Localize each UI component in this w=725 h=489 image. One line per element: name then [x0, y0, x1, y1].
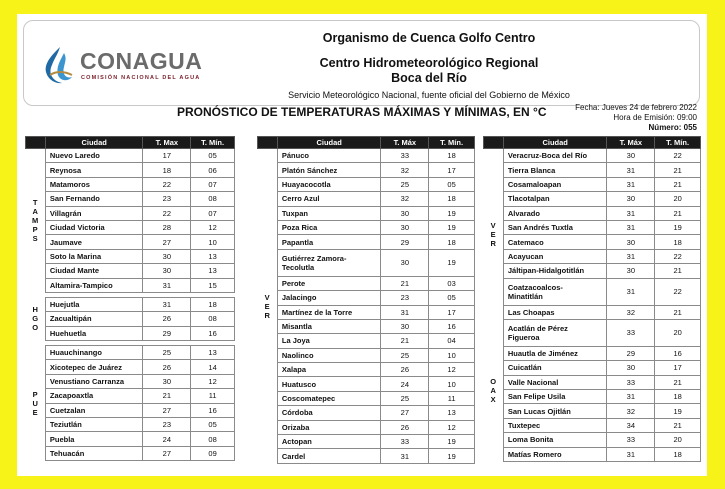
tmin-value: 08 — [191, 312, 235, 326]
tmin-value: 05 — [191, 418, 235, 432]
tmin-value: 19 — [429, 435, 475, 449]
city-name: Coatzacoalcos- Minatitlán — [503, 278, 607, 305]
city-name: Tuxpan — [277, 206, 381, 220]
tmax-value: 30 — [143, 264, 191, 278]
tmin-value: 17 — [429, 163, 475, 177]
city-name: Martínez de la Torre — [277, 305, 381, 319]
tmin-value: 10 — [191, 235, 235, 249]
city-name: Huehuetla — [45, 326, 143, 340]
issue-time: Hora de Emisión: 09:00 — [613, 113, 697, 122]
city-name: Perote — [277, 276, 381, 290]
tmax-value: 32 — [607, 404, 655, 418]
tmax-value: 33 — [381, 435, 429, 449]
tmax-value: 31 — [607, 163, 655, 177]
tmin-value: 19 — [429, 449, 475, 463]
city-name: Tehuacán — [45, 446, 143, 460]
tmax-value: 21 — [143, 389, 191, 403]
table-row — [484, 404, 701, 418]
city-name: Platón Sánchez — [277, 163, 381, 177]
city-name: Jaumave — [45, 235, 143, 249]
tmin-value: 22 — [655, 278, 701, 305]
tmax-value: 27 — [381, 406, 429, 420]
col-tmax: T. Máx — [607, 137, 655, 149]
city-name: Cuicatlán — [503, 361, 607, 375]
city-name: San Andrés Tuxtla — [503, 220, 607, 234]
table-row — [26, 432, 235, 446]
city-name: Las Choapas — [503, 305, 607, 319]
tmax-value: 31 — [607, 447, 655, 461]
tmax-value: 31 — [381, 449, 429, 463]
tmax-value: 31 — [607, 220, 655, 234]
tmin-value: 05 — [191, 149, 235, 163]
tmax-value: 22 — [143, 206, 191, 220]
org-name: Organismo de Cuenca Golfo Centro — [322, 31, 536, 45]
tmin-value: 19 — [429, 220, 475, 234]
table-row — [484, 206, 701, 220]
city-name: Acatlán de Pérez Figueroa — [503, 319, 607, 346]
tmin-value: 04 — [429, 334, 475, 348]
table-row — [26, 418, 235, 432]
tmax-value: 30 — [607, 235, 655, 249]
table-row — [258, 348, 475, 362]
table-row — [258, 206, 475, 220]
city-name: Ciudad Mante — [45, 264, 143, 278]
water-drop-icon — [42, 45, 78, 85]
city-name: Soto la Marina — [45, 249, 143, 263]
tmax-value: 24 — [381, 377, 429, 391]
table-row — [26, 192, 235, 206]
tmax-value: 27 — [143, 446, 191, 460]
table-row — [26, 163, 235, 177]
tmin-value: 06 — [191, 163, 235, 177]
tmin-value: 20 — [655, 192, 701, 206]
city-name: Teziutlán — [45, 418, 143, 432]
col-state — [484, 137, 504, 149]
tmin-value: 21 — [655, 206, 701, 220]
city-name: Matamoros — [45, 177, 143, 191]
city-name: Poza Rica — [277, 220, 381, 234]
city-name: Huayacocotla — [277, 177, 381, 191]
tmax-value: 30 — [381, 206, 429, 220]
tmax-value: 25 — [381, 177, 429, 191]
tmin-value: 19 — [655, 220, 701, 234]
table-row — [258, 249, 475, 276]
tmin-value: 13 — [191, 264, 235, 278]
city-name: La Joya — [277, 334, 381, 348]
city-name: Altamira-Tampico — [45, 278, 143, 292]
table-row — [26, 297, 235, 311]
tmax-value: 30 — [607, 149, 655, 163]
col-tmax: T. Máx — [381, 137, 429, 149]
tmax-value: 25 — [143, 346, 191, 360]
city-name: Orizaba — [277, 420, 381, 434]
tmin-value: 18 — [429, 149, 475, 163]
city-name: San Felipe Usila — [503, 390, 607, 404]
logo-subtitle: COMISIÓN NACIONAL DEL AGUA — [81, 75, 201, 81]
tmax-value: 22 — [143, 177, 191, 191]
city-name: Huautla de Jiménez — [503, 346, 607, 360]
tmax-value: 31 — [607, 249, 655, 263]
col-city: Ciudad — [277, 137, 381, 149]
table-row — [484, 375, 701, 389]
table-row — [26, 278, 235, 292]
tmax-value: 31 — [607, 390, 655, 404]
service-line: Servicio Meteorológico Nacional, fuente oficial del Gobierno de México — [288, 90, 570, 100]
tmin-value: 21 — [655, 418, 701, 432]
tmax-value: 25 — [381, 348, 429, 362]
tmax-value: 30 — [381, 319, 429, 333]
city-name: Cosamaloapan — [503, 177, 607, 191]
tmax-value: 27 — [143, 235, 191, 249]
tmin-value: 20 — [655, 319, 701, 346]
table-row — [258, 305, 475, 319]
table-row — [26, 374, 235, 388]
city-name: Veracruz-Boca del Río — [503, 149, 607, 163]
table-row — [484, 177, 701, 191]
table-row — [26, 389, 235, 403]
tmin-value: 03 — [429, 276, 475, 290]
col-city: Ciudad — [503, 137, 607, 149]
city-name: Gutiérrez Zamora- Tecolutla — [277, 249, 381, 276]
tmin-value: 21 — [655, 264, 701, 278]
tmin-value: 22 — [655, 249, 701, 263]
tmin-value: 16 — [191, 403, 235, 417]
table-row — [484, 264, 701, 278]
tmin-value: 12 — [191, 374, 235, 388]
table-row — [26, 149, 235, 163]
tmax-value: 33 — [607, 319, 655, 346]
tmin-value: 20 — [655, 433, 701, 447]
city-name: San Lucas Ojitlán — [503, 404, 607, 418]
col-tmin: T. Mín. — [429, 137, 475, 149]
tmin-value: 21 — [655, 163, 701, 177]
table-row — [484, 319, 701, 346]
tmin-value: 08 — [191, 192, 235, 206]
table-row — [26, 206, 235, 220]
city-name: Jáltipan-Hidalgotitlán — [503, 264, 607, 278]
col-tmin: T. Mín. — [655, 137, 701, 149]
tmax-value: 31 — [143, 278, 191, 292]
city-name: Xalapa — [277, 363, 381, 377]
table-row — [258, 235, 475, 249]
table-row — [258, 406, 475, 420]
tmax-value: 29 — [143, 326, 191, 340]
table-ver-south-oax — [483, 136, 701, 462]
tmin-value: 10 — [429, 377, 475, 391]
tmin-value: 13 — [191, 346, 235, 360]
city-name: Tuxtepec — [503, 418, 607, 432]
tmin-value: 22 — [655, 149, 701, 163]
tmax-value: 17 — [143, 149, 191, 163]
table-row — [484, 447, 701, 461]
table-row — [26, 177, 235, 191]
tmin-value: 16 — [191, 326, 235, 340]
city-name: Cuetzalan — [45, 403, 143, 417]
tmin-value: 21 — [655, 375, 701, 389]
table-row — [26, 312, 235, 326]
tmin-value: 15 — [191, 278, 235, 292]
tmin-value: 19 — [429, 206, 475, 220]
tmin-value: 07 — [191, 177, 235, 191]
tmin-value: 19 — [655, 404, 701, 418]
table-row — [484, 220, 701, 234]
city-name: Huatusco — [277, 377, 381, 391]
city-name: Villagrán — [45, 206, 143, 220]
table-row — [26, 326, 235, 340]
city-name: Papantla — [277, 235, 381, 249]
table-row — [258, 377, 475, 391]
city-name: Catemaco — [503, 235, 607, 249]
tmax-value: 27 — [143, 403, 191, 417]
tmin-value: 18 — [429, 235, 475, 249]
table-row — [484, 149, 701, 163]
tmax-value: 29 — [381, 235, 429, 249]
center-name: Centro Hidrometeorológico Regional — [319, 56, 539, 70]
table-row — [258, 220, 475, 234]
tmax-value: 26 — [143, 360, 191, 374]
table-row — [484, 305, 701, 319]
table-row — [484, 249, 701, 263]
table-row — [26, 249, 235, 263]
city-name: Jalacingo — [277, 291, 381, 305]
col-state — [26, 137, 46, 149]
tmin-value: 05 — [429, 177, 475, 191]
tmax-value: 23 — [381, 291, 429, 305]
table-row — [26, 235, 235, 249]
table-row — [258, 319, 475, 333]
tmax-value: 33 — [607, 433, 655, 447]
state-label: O A X — [484, 319, 504, 461]
tmax-value: 30 — [381, 249, 429, 276]
tmax-value: 21 — [381, 276, 429, 290]
tmax-value: 30 — [143, 374, 191, 388]
table-row — [26, 346, 235, 360]
tmin-value: 17 — [655, 361, 701, 375]
col-city: Ciudad — [45, 137, 143, 149]
tmax-value: 23 — [143, 192, 191, 206]
table-row — [258, 163, 475, 177]
issue-meta — [575, 103, 697, 133]
city-name: Actopan — [277, 435, 381, 449]
city-name: Tlacotalpan — [503, 192, 607, 206]
issue-number: Número: 055 — [648, 123, 697, 132]
tmax-value: 18 — [143, 163, 191, 177]
table-row — [484, 418, 701, 432]
table-row — [26, 360, 235, 374]
table-row — [26, 220, 235, 234]
table-ver-north — [257, 136, 475, 464]
city-name: Coscomatepec — [277, 391, 381, 405]
table-row — [258, 291, 475, 305]
state-label: T A M P S — [26, 149, 46, 293]
table-row — [26, 264, 235, 278]
tmin-value: 12 — [191, 220, 235, 234]
city-name: Cardel — [277, 449, 381, 463]
tmax-value: 29 — [607, 346, 655, 360]
tmin-value: 21 — [655, 305, 701, 319]
state-label: H G O — [26, 297, 46, 340]
tmax-value: 24 — [143, 432, 191, 446]
tmax-value: 31 — [607, 278, 655, 305]
table-row — [484, 163, 701, 177]
tmax-value: 33 — [607, 375, 655, 389]
city-name: Acayucan — [503, 249, 607, 263]
state-label: V E R — [484, 149, 504, 320]
tmin-value: 18 — [655, 235, 701, 249]
header-box — [23, 20, 700, 106]
table-row — [258, 420, 475, 434]
city-name: Zacapoaxtla — [45, 389, 143, 403]
tmax-value: 32 — [381, 192, 429, 206]
city-name: Tierra Blanca — [503, 163, 607, 177]
issue-date: Fecha: Jueves 24 de febrero 2022 — [575, 103, 697, 112]
tmin-value: 18 — [655, 390, 701, 404]
page-title: PRONÓSTICO DE TEMPERATURAS MÁXIMAS Y MÍNIMAS, EN °C — [177, 105, 547, 119]
table-row — [484, 346, 701, 360]
tmax-value: 26 — [381, 420, 429, 434]
city-name: Alvarado — [503, 206, 607, 220]
tmin-value: 17 — [429, 305, 475, 319]
city-name: Córdoba — [277, 406, 381, 420]
col-tmin: T. Mín. — [191, 137, 235, 149]
tmax-value: 31 — [143, 297, 191, 311]
table-tamps-hgo-pue — [25, 136, 235, 461]
col-state — [258, 137, 278, 149]
city-name: San Fernando — [45, 192, 143, 206]
table-row — [26, 446, 235, 460]
table-row — [258, 177, 475, 191]
tmin-value: 18 — [655, 447, 701, 461]
state-label: V E R — [258, 149, 278, 464]
city-name: Loma Bonita — [503, 433, 607, 447]
city-name: Puebla — [45, 432, 143, 446]
table-row — [258, 391, 475, 405]
tmin-value: 05 — [429, 291, 475, 305]
tmin-value: 18 — [191, 297, 235, 311]
city-name: Xicotepec de Juárez — [45, 360, 143, 374]
city-name: Huejutla — [45, 297, 143, 311]
table-row — [258, 334, 475, 348]
tmax-value: 30 — [143, 249, 191, 263]
tmin-value: 08 — [191, 432, 235, 446]
tmin-value: 16 — [655, 346, 701, 360]
tmin-value: 10 — [429, 348, 475, 362]
tmax-value: 23 — [143, 418, 191, 432]
city-name: Naolinco — [277, 348, 381, 362]
tmin-value: 19 — [429, 249, 475, 276]
tmax-value: 30 — [381, 220, 429, 234]
tmin-value: 13 — [191, 249, 235, 263]
forecast-sheet — [17, 14, 707, 476]
city-name: Pánuco — [277, 149, 381, 163]
table-row — [484, 235, 701, 249]
tmin-value: 18 — [429, 192, 475, 206]
city-name: Zacualtipán — [45, 312, 143, 326]
tmin-value: 11 — [191, 389, 235, 403]
table-row — [484, 390, 701, 404]
tmax-value: 31 — [607, 206, 655, 220]
city-name: Misantla — [277, 319, 381, 333]
city-name: Nuevo Laredo — [45, 149, 143, 163]
tmin-value: 21 — [655, 177, 701, 191]
tmin-value: 09 — [191, 446, 235, 460]
tmax-value: 30 — [607, 192, 655, 206]
table-row — [26, 403, 235, 417]
table-row — [484, 192, 701, 206]
tmax-value: 30 — [607, 361, 655, 375]
tmax-value: 26 — [381, 363, 429, 377]
tmax-value: 26 — [143, 312, 191, 326]
tmax-value: 34 — [607, 418, 655, 432]
table-row — [484, 361, 701, 375]
table-row — [258, 276, 475, 290]
tmax-value: 21 — [381, 334, 429, 348]
table-row — [258, 449, 475, 463]
table-row — [484, 433, 701, 447]
tmax-value: 30 — [607, 264, 655, 278]
tmin-value: 14 — [191, 360, 235, 374]
tmax-value: 31 — [607, 177, 655, 191]
tmax-value: 33 — [381, 149, 429, 163]
center-location: Boca del Río — [391, 71, 467, 85]
logo-wordmark: CONAGUA — [80, 48, 203, 74]
table-row — [258, 435, 475, 449]
state-label: P U E — [26, 346, 46, 461]
city-name: Venustiano Carranza — [45, 374, 143, 388]
table-row — [258, 363, 475, 377]
conagua-logo — [42, 45, 212, 85]
tmax-value: 32 — [381, 163, 429, 177]
table-row — [258, 149, 475, 163]
city-name: Ciudad Victoria — [45, 220, 143, 234]
tmin-value: 11 — [429, 391, 475, 405]
city-name: Valle Nacional — [503, 375, 607, 389]
tmax-value: 32 — [607, 305, 655, 319]
city-name: Matías Romero — [503, 447, 607, 461]
col-tmax: T. Max — [143, 137, 191, 149]
tmax-value: 25 — [381, 391, 429, 405]
tmin-value: 07 — [191, 206, 235, 220]
tmax-value: 31 — [381, 305, 429, 319]
city-name: Reynosa — [45, 163, 143, 177]
tmin-value: 16 — [429, 319, 475, 333]
table-row — [258, 192, 475, 206]
tmin-value: 12 — [429, 420, 475, 434]
tmin-value: 13 — [429, 406, 475, 420]
city-name: Cerro Azul — [277, 192, 381, 206]
city-name: Huauchinango — [45, 346, 143, 360]
tmax-value: 28 — [143, 220, 191, 234]
table-row — [484, 278, 701, 305]
tmin-value: 12 — [429, 363, 475, 377]
